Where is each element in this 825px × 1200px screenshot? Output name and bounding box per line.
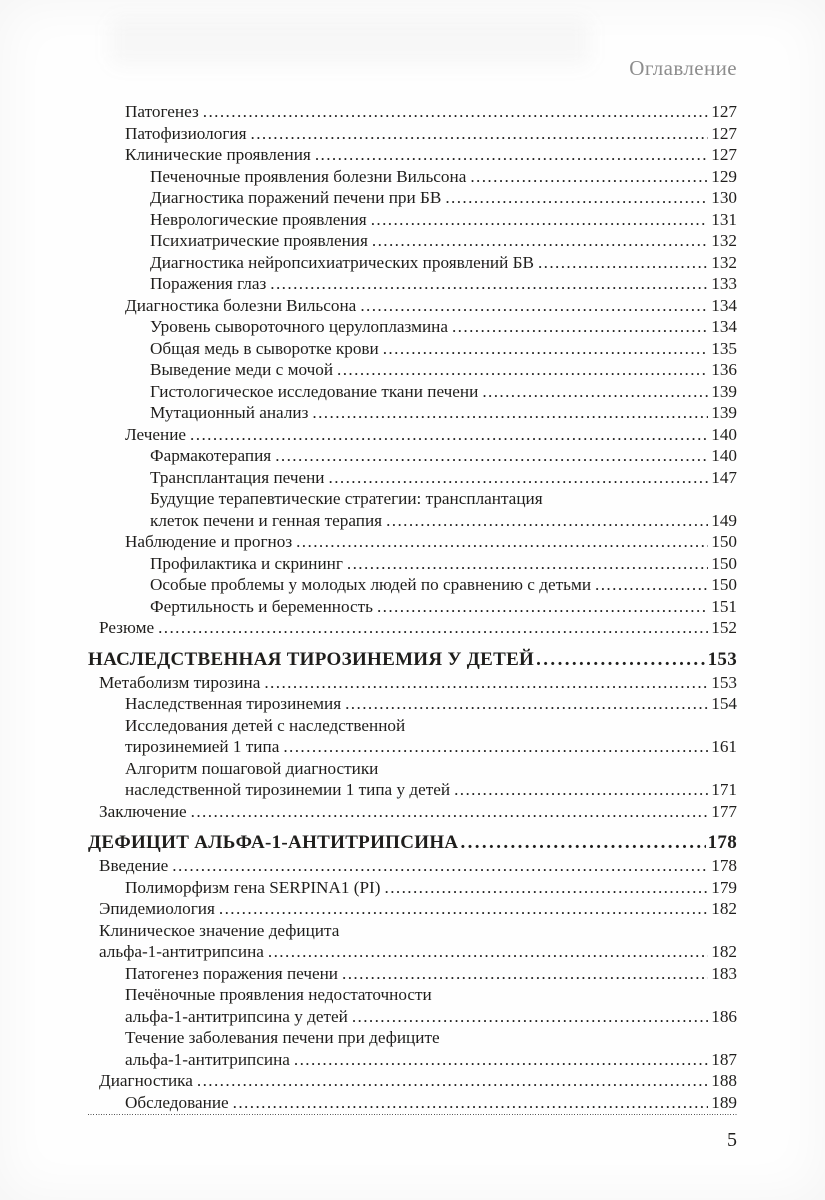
toc-entry-page: 139 xyxy=(711,381,737,401)
toc-entry-row xyxy=(88,984,737,1006)
toc-entry-page: 178 xyxy=(707,832,737,853)
toc-entry-row xyxy=(88,338,737,360)
toc-entry-row xyxy=(88,963,737,985)
toc-entry-text: Введение xyxy=(99,856,169,875)
toc-entry-text: Метаболизм тирозина xyxy=(99,672,261,692)
toc-entry-page: 179 xyxy=(711,877,737,897)
toc-entry-row xyxy=(88,693,737,715)
toc-entry-page: 183 xyxy=(711,963,737,983)
dot-leader xyxy=(460,831,705,854)
dot-leader xyxy=(470,166,708,188)
dot-leader xyxy=(371,209,709,231)
toc-entry-text: Будущие терапевтические стратегии: трансплантация xyxy=(150,489,543,508)
toc-entry-row xyxy=(88,877,737,899)
toc-entry-text: Исследования детей с наследственной xyxy=(125,715,406,735)
toc-entry-text: альфа-1-антитрипсина у детей xyxy=(125,1006,348,1026)
toc-entry-text: клеток печени и генная терапия xyxy=(150,510,383,530)
toc-entry-text: Фармакотерапия xyxy=(150,446,272,465)
toc-entry-text: Неврологические проявления xyxy=(150,209,367,229)
toc-entry-row xyxy=(88,941,737,963)
toc-entry-page: 150 xyxy=(711,532,737,551)
dot-leader xyxy=(538,252,708,274)
toc-entry-page: 127 xyxy=(711,123,737,143)
toc-entry-page: 186 xyxy=(711,1006,737,1026)
dot-leader xyxy=(377,596,708,618)
toc-entry-row xyxy=(88,252,737,274)
toc-entry-row xyxy=(88,898,737,920)
dot-leader xyxy=(172,855,708,877)
toc-entry-row xyxy=(88,779,737,801)
toc-entry-text: Эпидемиология xyxy=(99,899,215,918)
toc-entry-row xyxy=(88,1006,737,1028)
toc-entry-page: 129 xyxy=(711,166,737,186)
toc-chapter-row xyxy=(88,648,737,671)
dot-leader xyxy=(482,381,708,403)
toc-entry-page: 153 xyxy=(711,672,737,692)
dot-leader xyxy=(329,467,709,489)
toc-entry-page: 182 xyxy=(711,899,737,918)
dot-leader xyxy=(251,123,709,145)
dot-leader xyxy=(296,531,708,553)
dot-leader xyxy=(283,736,708,758)
dot-leader xyxy=(275,445,708,467)
dot-leader xyxy=(337,359,708,381)
toc-entry-text: Психиатрические проявления xyxy=(150,231,368,250)
toc-entry-row xyxy=(88,736,737,758)
toc-entry-text: Алгоритм пошаговой диагностики xyxy=(125,758,379,778)
toc-entry-row xyxy=(88,617,737,639)
toc-entry-page: 150 xyxy=(711,553,737,573)
dot-leader xyxy=(158,617,708,639)
toc-entry-row xyxy=(88,488,737,510)
toc-entry-row xyxy=(88,920,737,942)
dot-leader xyxy=(203,101,708,123)
toc-entry-page: 153 xyxy=(707,648,737,670)
dot-leader xyxy=(372,230,708,252)
toc-entry-text: Патогенез поражения печени xyxy=(125,963,339,983)
toc-entry-text: Наследственная тирозинемия xyxy=(125,694,342,713)
toc-entry-row xyxy=(88,1070,737,1092)
toc-entry-row xyxy=(88,715,737,737)
toc-entry-text: Диагностика нейропсихиатрических проявлений БВ xyxy=(150,252,534,272)
toc-entry-text: альфа-1-антитрипсина xyxy=(99,942,264,961)
toc-entry-text: Лечение xyxy=(125,424,187,444)
toc-entry-text: Выведение меди с мочой xyxy=(150,360,334,379)
toc-entry-row xyxy=(88,144,737,166)
toc-entry-page: 127 xyxy=(711,102,737,121)
toc-entry-row xyxy=(88,510,737,532)
toc-entry-page: 140 xyxy=(711,446,737,465)
toc-entry-page: 149 xyxy=(711,510,737,530)
toc-entry-text: Мутационный анализ xyxy=(150,403,309,422)
toc-entry-row xyxy=(88,209,737,231)
toc-entry-text: Диагностика поражений печени при БВ xyxy=(150,188,442,207)
toc-entry-row xyxy=(88,230,737,252)
toc-entry-text: Течение заболевания печени при дефиците xyxy=(125,1028,440,1047)
toc-entry-text: Клиническое значение дефицита xyxy=(99,920,340,940)
toc-entry-text: Наблюдение и прогноз xyxy=(125,532,293,551)
dot-leader xyxy=(264,672,708,694)
toc-entry-text: ДЕФИЦИТ АЛЬФА-1-АНТИТРИПСИНА xyxy=(88,832,459,853)
toc-entry-row xyxy=(88,801,737,823)
toc-entry-page: 171 xyxy=(711,780,737,799)
toc-entry-text: тирозинемией 1 типа xyxy=(125,737,280,756)
toc-entry-page: 152 xyxy=(711,618,737,637)
toc-entry-text: Резюме xyxy=(99,618,155,637)
toc-entry-row xyxy=(88,467,737,489)
dot-leader xyxy=(345,693,708,715)
toc-entry-row xyxy=(88,381,737,403)
toc-entry-row xyxy=(88,359,737,381)
toc-entry-page: 131 xyxy=(711,209,737,229)
dot-leader xyxy=(190,424,708,446)
toc-entry-text: Патогенез xyxy=(125,102,199,121)
toc-entry-row xyxy=(88,166,737,188)
dot-leader xyxy=(197,1070,708,1092)
toc-entry-page: 136 xyxy=(711,360,737,379)
toc-entry-page: 189 xyxy=(711,1092,737,1112)
dot-leader xyxy=(233,1092,709,1114)
toc-entry-page: 139 xyxy=(711,403,737,422)
toc-entry-page: 177 xyxy=(711,801,737,821)
toc-entry-row xyxy=(88,273,737,295)
dot-leader xyxy=(352,1006,708,1028)
toc-entry-row xyxy=(88,672,737,694)
dot-leader xyxy=(386,510,708,532)
toc-entry-text: Особые проблемы у молодых людей по сравнению с детьми xyxy=(150,575,592,594)
toc-entry-page: 178 xyxy=(711,856,737,875)
toc-entry-row xyxy=(88,855,737,877)
toc-entry-text: Фертильность и беременность xyxy=(150,596,373,616)
toc-entry-row xyxy=(88,1027,737,1049)
toc-entry-text: Обследование xyxy=(125,1092,229,1112)
toc-entry-row xyxy=(88,574,737,596)
toc-entry-text: Печеночные проявления болезни Вильсона xyxy=(150,166,467,186)
toc-entry-text: Диагностика xyxy=(99,1071,193,1090)
dot-leader xyxy=(315,144,708,166)
toc-entry-page: 188 xyxy=(711,1071,737,1090)
footer-rule xyxy=(88,1114,737,1115)
page-number: 5 xyxy=(727,1129,737,1151)
dot-leader xyxy=(191,801,709,823)
toc-entry-row xyxy=(88,1049,737,1071)
toc-entry-page: 151 xyxy=(711,596,737,616)
toc-entry-page: 133 xyxy=(711,274,737,293)
toc-entry-row xyxy=(88,596,737,618)
dot-leader xyxy=(360,295,708,317)
toc-entry-page: 135 xyxy=(711,338,737,358)
toc-entry-row xyxy=(88,1092,737,1114)
toc-entry-text: Печёночные проявления недостаточности xyxy=(125,985,432,1004)
toc-entry-row xyxy=(88,101,737,123)
toc-entry-page: 134 xyxy=(711,295,737,315)
toc-entry-text: Поражения глаз xyxy=(150,274,267,293)
dot-leader xyxy=(342,963,708,985)
toc-entry-page: 150 xyxy=(711,575,737,594)
running-header: Оглавление xyxy=(629,56,737,80)
dot-leader xyxy=(294,1049,708,1071)
toc-entry-text: Клинические проявления xyxy=(125,145,311,164)
toc-entry-page: 154 xyxy=(711,694,737,713)
toc-list xyxy=(88,101,737,1113)
toc-entry-text: Общая медь в сыворотке крови xyxy=(150,338,379,358)
toc-entry-page: 134 xyxy=(711,317,737,336)
dot-leader xyxy=(219,898,708,920)
dot-leader xyxy=(312,402,708,424)
toc-entry-page: 147 xyxy=(711,467,737,487)
toc-entry-page: 132 xyxy=(711,252,737,272)
dot-leader xyxy=(270,273,708,295)
show-through-ghost xyxy=(110,18,590,66)
toc-entry-page: 182 xyxy=(711,942,737,961)
toc-entry-text: Полиморфизм гена SERPINA1 (PI) xyxy=(125,877,381,897)
toc-entry-page: 127 xyxy=(711,145,737,164)
toc-entry-row xyxy=(88,316,737,338)
toc-entry-row xyxy=(88,758,737,780)
toc-entry-row xyxy=(88,424,737,446)
toc-chapter-row xyxy=(88,831,737,854)
dot-leader xyxy=(595,574,708,596)
toc-entry-row xyxy=(88,123,737,145)
toc-entry-text: Трансплантация печени xyxy=(150,467,325,487)
toc-entry-row xyxy=(88,402,737,424)
toc-entry-page: 187 xyxy=(711,1049,737,1069)
toc-entry-page: 130 xyxy=(711,188,737,207)
toc-entry-text: НАСЛЕДСТВЕННАЯ ТИРОЗИНЕМИЯ У ДЕТЕЙ xyxy=(88,648,535,670)
toc-entry-row xyxy=(88,187,737,209)
toc-entry-page: 140 xyxy=(711,424,737,444)
toc-entry-page: 161 xyxy=(711,737,737,756)
toc-entry-text: Профилактика и скрининг xyxy=(150,553,343,573)
toc-entry-text: Гистологическое исследование ткани печени xyxy=(150,381,479,401)
dot-leader xyxy=(385,877,709,899)
toc-entry-page: 132 xyxy=(711,231,737,250)
dot-leader xyxy=(268,941,708,963)
toc-entry-text: наследственной тирозинемии 1 типа у детей xyxy=(125,780,451,799)
toc-entry-row xyxy=(88,295,737,317)
toc-entry-row xyxy=(88,553,737,575)
toc-entry-row xyxy=(88,445,737,467)
toc-entry-text: Диагностика болезни Вильсона xyxy=(125,295,357,315)
toc-entry-row xyxy=(88,531,737,553)
toc-entry-text: Патофизиология xyxy=(125,123,247,143)
toc-entry-text: альфа-1-антитрипсина xyxy=(125,1049,290,1069)
dot-leader xyxy=(383,338,708,360)
dot-leader xyxy=(452,316,708,338)
dot-leader xyxy=(536,648,705,671)
dot-leader xyxy=(347,553,708,575)
toc-entry-text: Заключение xyxy=(99,801,187,821)
toc-entry-text: Уровень сывороточного церулоплазмина xyxy=(150,317,448,336)
dot-leader xyxy=(454,779,708,801)
dot-leader xyxy=(445,187,708,209)
